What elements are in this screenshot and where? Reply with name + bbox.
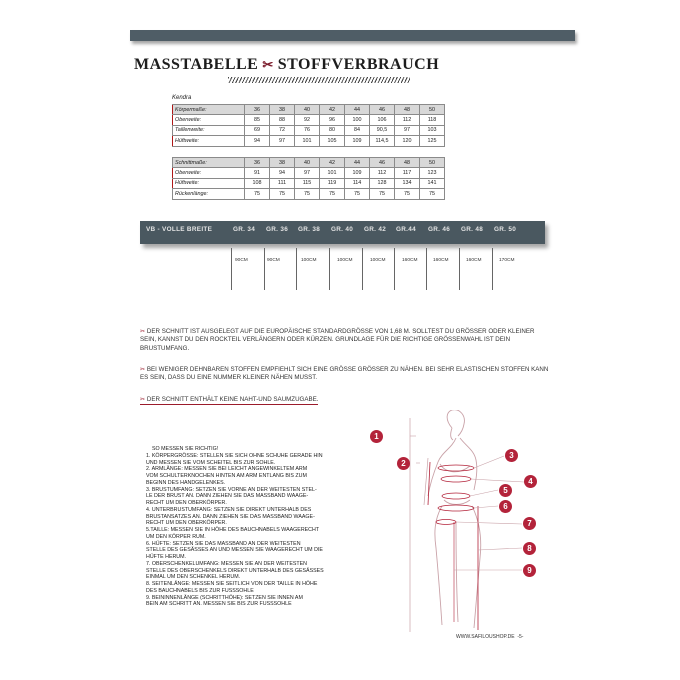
scissors-icon: ✂ (140, 366, 146, 373)
pattern-measurements-table (172, 157, 445, 200)
scissors-icon: ✂ (140, 328, 146, 335)
fabric-value: 90CM (235, 258, 248, 263)
page-title: MASSTABELLE ✂ STOFFVERBRAUCH (134, 56, 440, 73)
table-header-label: Körpermaße: (173, 105, 245, 115)
fabric-size-label: GR. 38 (298, 226, 321, 233)
fabric-value: 160CM (466, 258, 482, 263)
marker-4: 4 (524, 475, 537, 488)
fabric-value: 100CM (337, 258, 353, 263)
fabric-size-label: GR. 42 (364, 226, 387, 233)
note-seam-allowance: ✂ DER SCHNITT ENTHÄLT KEINE NAHT-UND SAUMZUGABE. (140, 396, 319, 403)
column-divider (329, 248, 330, 290)
fabric-size-label: GR. 34 (233, 226, 256, 233)
column-divider (492, 248, 493, 290)
footer (456, 634, 523, 640)
fabric-value: 160CM (433, 258, 449, 263)
fabric-value: 100CM (301, 258, 317, 263)
table-row: Oberweite: 85 88 92 96 100 106 112 118 (173, 115, 445, 125)
instructions-title: SO MESSEN SIE RICHTIG! (152, 446, 219, 452)
marker-1: 1 (370, 430, 383, 443)
table-header-row: Körpermaße: 36 38 40 42 44 46 48 50 (173, 105, 445, 115)
marker-6: 6 (499, 500, 512, 513)
fabric-size-label: GR. 46 (428, 226, 451, 233)
header-bar (130, 30, 575, 41)
column-divider (264, 248, 265, 290)
model-name: Kendra (172, 95, 192, 101)
fabric-size-label: GR. 48 (461, 226, 484, 233)
column-divider (459, 248, 460, 290)
column-divider (394, 248, 395, 290)
table-row: Oberweite: 91 94 97 101 109 112 117 123 (173, 168, 445, 178)
marker-9: 9 (523, 564, 536, 577)
table-row: Hüftweite: 108 111 115 119 114 128 134 141 (173, 178, 445, 188)
table-row: Rückenlänge: 75 75 75 75 75 75 75 75 (173, 189, 445, 199)
column-divider (296, 248, 297, 290)
table-header-row: Schnittmaße: 36 38 40 42 44 46 48 50 (173, 158, 445, 168)
table-row: Hüftweite: 94 97 101 105 109 114,5 120 125 (173, 136, 445, 146)
column-divider (426, 248, 427, 290)
fabric-value: 160CM (402, 258, 418, 263)
scissors-icon: ✂ (140, 396, 146, 403)
note-standard-size: ✂ DER SCHNITT IST AUSGELEGT AUF DIE EUROPÄISCHE STANDARDGRÖSSE VON 1,68 M. SOLLTEST DU GRÖSSER ODER KLEINER SEIN, KANNST DU DEN ROCKTEIL VERLÄNGERN ODER KÜRZEN. GRUNDLAGE FÜR DIE RICHTIGE GRÖSSENWAHL IST DEIN BRUSTUMFANG. (140, 328, 535, 352)
fabric-value: 170CM (499, 258, 515, 263)
marker-3: 3 (505, 449, 518, 462)
page-number: -5- (517, 634, 524, 640)
footer-url: WWW.SAFILOUSHOP.DE (456, 634, 515, 640)
note-fabric-stretch: ✂ BEI WENIGER DEHNBAREN STOFFEN EMPFIEHLT SICH EINE GRÖSSE GRÖSSER ZU NÄHEN. BEI SEHR ELASTISCHEN STOFFEN KANN ES SEIN, DASS DU EINE NUMMER KLEINER NÄHEN MUSST. (140, 366, 549, 382)
marker-8: 8 (523, 542, 536, 555)
marker-7: 7 (523, 517, 536, 530)
fabric-value: 100CM (370, 258, 386, 263)
column-divider (362, 248, 363, 290)
table-row: Taillenweite: 69 72 76 80 84 90,5 97 103 (173, 125, 445, 135)
marker-5: 5 (499, 484, 512, 497)
table-header-label: Schnittmaße: (173, 158, 245, 168)
fabric-size-label: GR. 50 (494, 226, 517, 233)
title-underline-hatch (228, 77, 410, 83)
body-measurements-table (172, 104, 445, 147)
fabric-size-label: GR.44 (396, 226, 416, 233)
column-divider (231, 248, 232, 290)
scissors-icon: ✂ (262, 57, 274, 72)
measuring-instructions: SO MESSEN SIE RICHTIG! 1. KÖRPERGRÖSSE: STELLEN SIE SICH OHNE SCHUHE GERADE HIN UND MESSEN SIE VOM SCHEITEL BIS ZUR SOHLE. 2. ARMLÄNGE: MESSEN SIE BEI LEICHT ANGEWINKELTEM ARM VOM SCHULTERKNOCHEN HINTEN AM ARM ENTLANG BIS ZUM BEGINN DES HANDGELENKES. 3. BRUSTUMFANG: SETZEN SIE VORNE AN DER WEITESTEN STEL- LE DER BRUST AN. DANN ZIEHEN SIE DAS MASSBAND WAAGE- RECHT UM DEN OBERKÖRPER. 4. UNTERBRUSTUMFANG: SETZEN SIE DIREKT UNTERHALB DES BRUSTANSATZES AN. DANN ZIEHEN SIE DAS MASSBAND WAAGE- RECHT UM DEN OBERKÖRPER. 5.TAILLE: MESSEN SIE IN HÖHE DES BAUCHNABELS WAAGERECHT UM DEN KÖRPER RUM. 6. HÜFTE: SETZEN SIE DAS MASSBAND AN DER WEITESTEN STELLE DES GESÄSSES AN UND MESSEN SIE WAAGERECHT UM DIE HÜFTE HERUM. 7. OBERSCHENKELUMFANG: MESSEN SIE AN DER WEITESTEN STELLE DES OBERSCHENKELS DIREKT UNTERHALB DES GESÄSSES EINMAL UM DEN SCHENKEL HERUM. 8. SEITENLÄNGE: MESSEN SIE SEITLICH VON DER TAILLE IN HÖHE DES BAUCHNABELS BIS ZUR FUSSSOHLE 9. BEININNENLÄNGE (SCHRITTHÖHE): SETZEN SIE INNEN AM BEIN AM SCHRITT AN. MESSEN SIE BIS ZUR FUSSSOHLE (146, 446, 374, 608)
fabric-size-label: GR. 40 (331, 226, 354, 233)
fabric-value: 90CM (267, 258, 280, 263)
marker-2: 2 (397, 457, 410, 470)
fabric-size-label: GR. 36 (266, 226, 289, 233)
figure-outline (428, 410, 481, 628)
fabric-header-label: VB - VOLLE BREITE (146, 226, 213, 233)
